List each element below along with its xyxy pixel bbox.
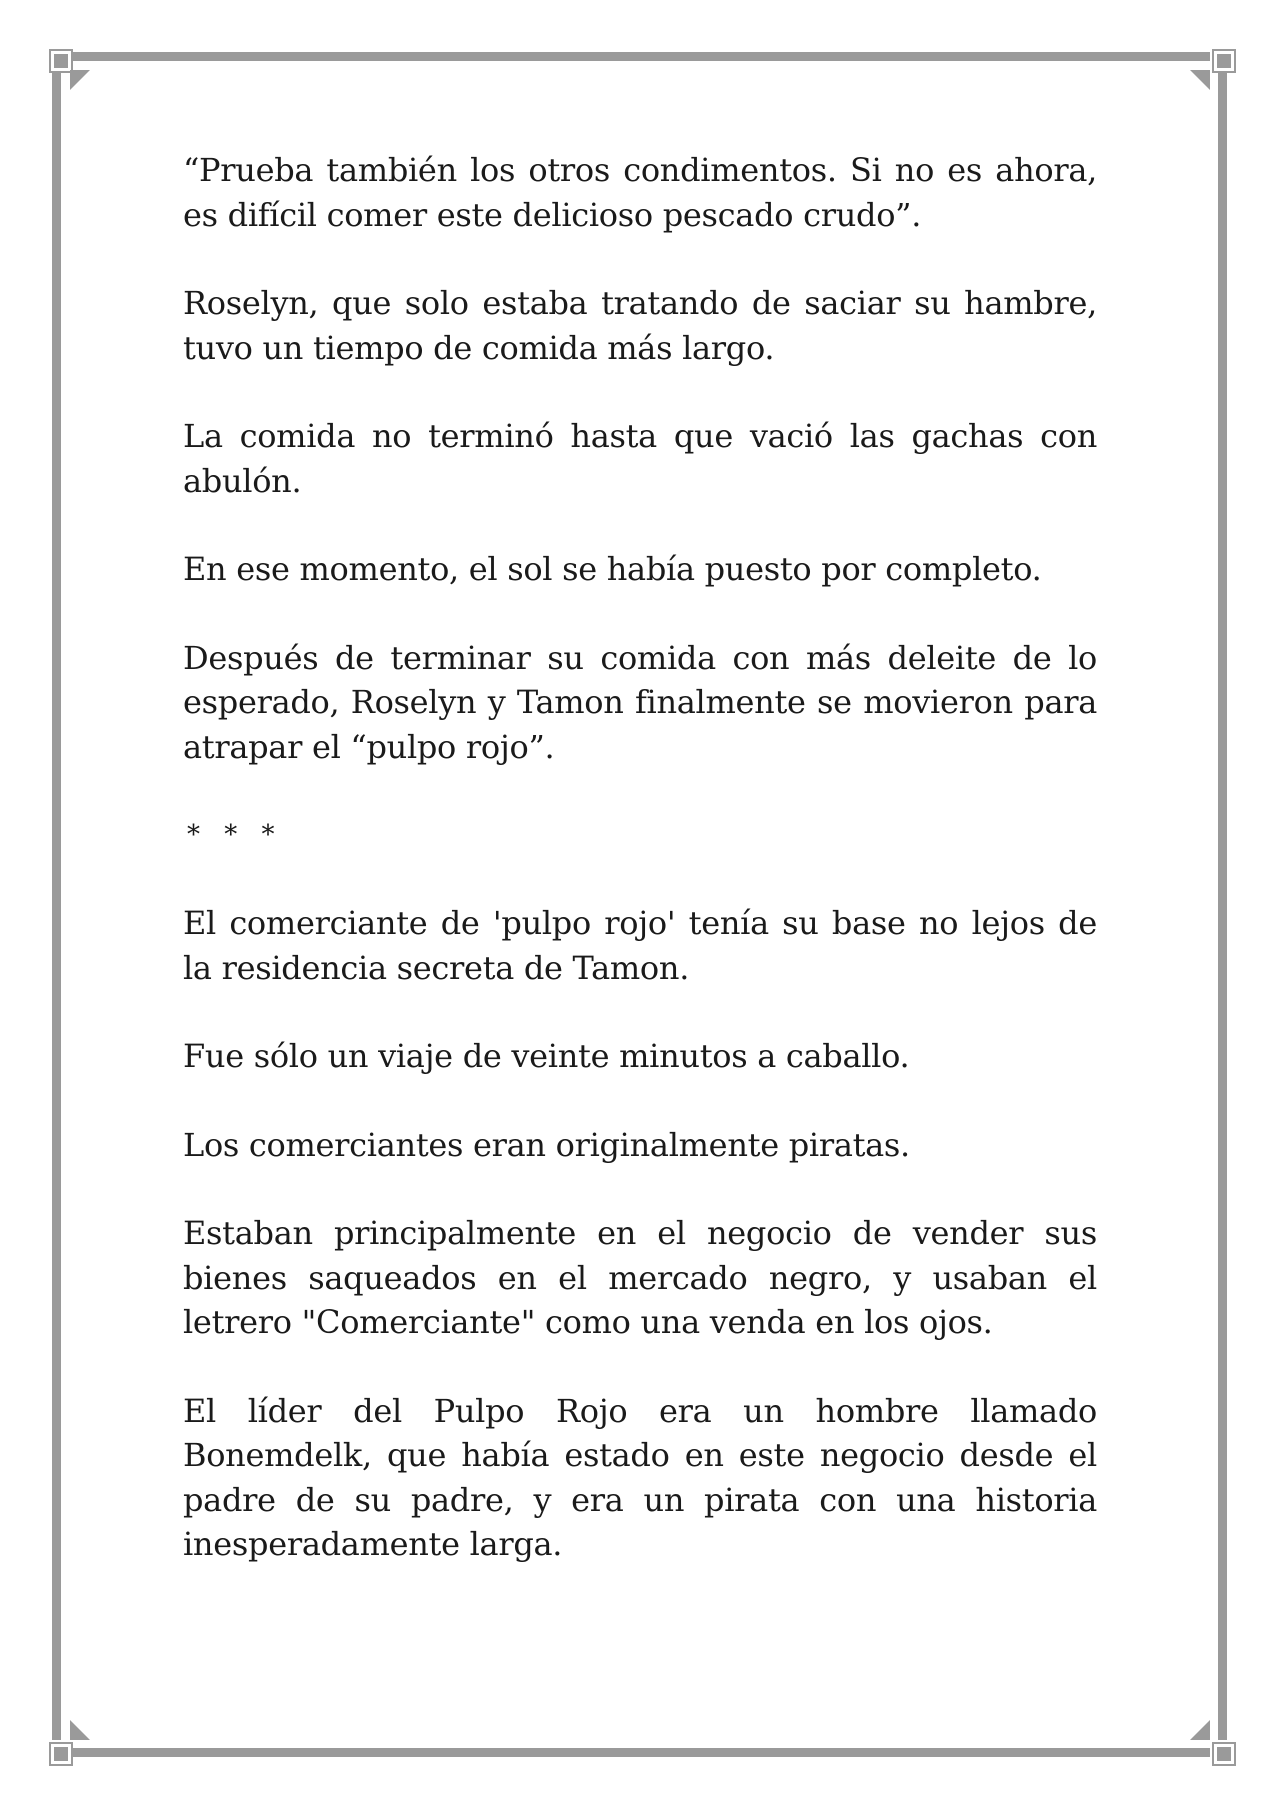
frame-corner-triangle-top-left bbox=[70, 70, 90, 90]
paragraph: El líder del Pulpo Rojo era un hombre llamado Bonemdelk, que había estado en este negocio desde el padre de su padre, y era un pirata con una historia inesperadamente larga. bbox=[183, 1391, 1097, 1563]
paragraph: El comerciante de 'pulpo rojo' tenía su base no lejos de la residencia secreta de Tamon. bbox=[183, 904, 1097, 987]
page-body bbox=[183, 148, 1097, 1611]
paragraph: “Prueba también los otros condimentos. Si no es ahora, es difícil comer este delicioso pescado crudo”. bbox=[183, 151, 1097, 234]
paragraph: En ese momento, el sol se había puesto por completo. bbox=[183, 550, 1042, 588]
frame-corner-knob-bottom-left bbox=[51, 1744, 71, 1764]
frame-corner-knob-top-left bbox=[51, 51, 71, 71]
frame-border-left bbox=[52, 70, 61, 1740]
frame-corner-knob-top-right bbox=[1214, 51, 1234, 71]
paragraph: Los comerciantes eran originalmente piratas. bbox=[183, 1125, 910, 1164]
scene-separator: * * * bbox=[187, 820, 283, 850]
paragraph: La comida no terminó hasta que vació las gachas con abulón. bbox=[183, 417, 1097, 500]
paragraph: Después de terminar su comida con más deleite de lo esperado, Roselyn y Tamon finalmente se movieron para atrapar el “pulpo rojo”. bbox=[183, 638, 1097, 766]
frame-corner-triangle-top-right bbox=[1190, 70, 1210, 90]
frame-corner-triangle-bottom-right bbox=[1190, 1720, 1210, 1740]
frame-border-right bbox=[1218, 70, 1227, 1740]
paragraph: Fue sólo un viaje de veinte minutos a caballo. bbox=[183, 1037, 910, 1075]
paragraph: Estaban principalmente en el negocio de vender sus bienes saqueados en el mercado negro, y usaban el letrero "Comerciante" como una venda en los ojos. bbox=[183, 1214, 1097, 1341]
frame-corner-triangle-bottom-left bbox=[70, 1720, 90, 1740]
frame-border-top bbox=[70, 52, 1210, 61]
frame-border-bottom bbox=[70, 1748, 1210, 1757]
paragraph: Roselyn, que solo estaba tratando de saciar su hambre, tuvo un tiempo de comida más largo. bbox=[183, 284, 1097, 367]
frame-corner-knob-bottom-right bbox=[1214, 1744, 1234, 1764]
